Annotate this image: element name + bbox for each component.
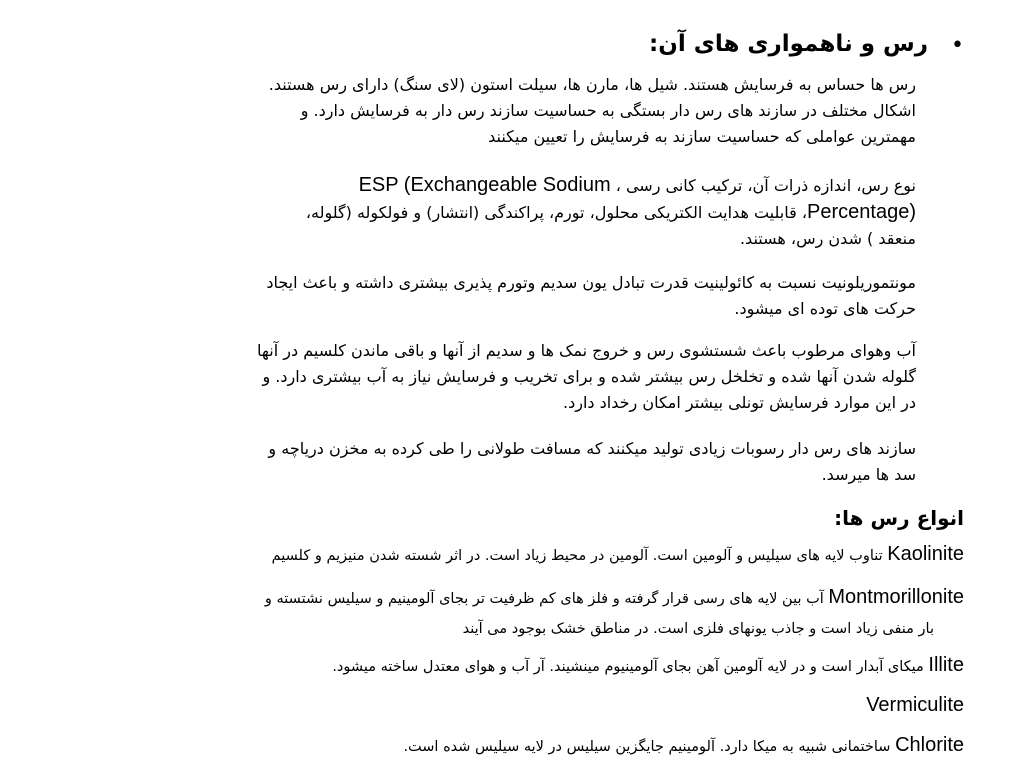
- text-line: گلوله شدن آنها شده و تخلخل رس بیشتر شده و برای تخریب و فرسایش نیاز به آب بیشتری دارد. و: [262, 367, 916, 386]
- paragraph-sediments: [82, 436, 916, 488]
- type-vermiculite: [64, 694, 964, 717]
- type-description: ساختمانی شبیه به میکا دارد. آلومینیم جایگزین سیلیس در لایه سیلیس شده است.: [403, 739, 896, 755]
- bullet-icon: •: [951, 33, 964, 58]
- text-fragment: ، قابلیت هدایت الکتریکی محلول، تورم، پراکندگی (انتشار) و فولکوله (گلوله،: [305, 203, 808, 222]
- text-line: مونتموریلونیت نسبت به کائولینیت قدرت تبادل یون سدیم وتورم پذیری بیشتری داشته و باعث ایجاد: [266, 273, 916, 292]
- text-line: منعقد ) شدن رس، هستند.: [739, 229, 916, 248]
- type-kaolinite: [64, 543, 964, 566]
- text-fragment: نوع رس، اندازه ذرات آن، ترکیب کانی رسی ،: [610, 176, 916, 195]
- type-name: Montmorillonite: [828, 586, 964, 608]
- text-line: سد ها میرسد.: [821, 465, 916, 484]
- type-description: آب بین لایه های رسی قرار گرفته و فلز های کم ظرفیت تر بجای آلومینیم و سیلیس نشتسته و: [264, 591, 829, 607]
- latin-text: ESP (Exchangeable Sodium: [358, 174, 611, 196]
- text-line: مهمترین عواملی که حساسیت سازند به فرسایش را تعیین میکنند: [488, 127, 916, 146]
- text-line: اشکال مختلف در سازند های رس دار بستگی به حساسیت سازند رس دار به فرسایش دارد. و: [300, 101, 916, 120]
- text-line: رس ها حساس به فرسایش هستند. شیل ها، مارن ها، سیلت استون (لای سنگ) دارای رس هستند.: [268, 75, 916, 94]
- type-name: Vermiculite: [866, 694, 964, 716]
- text-line: حرکت های توده ای میشود.: [734, 299, 916, 318]
- type-illite: [64, 654, 964, 677]
- paragraph-factors: [82, 172, 916, 252]
- paragraph-clay-sensitivity: [82, 72, 916, 150]
- type-description: میکای آبدار است و در لایه آلومین آهن بجای آلومینیوم مینشیند. آر آب و هوای معتدل ساخته میشود.: [332, 659, 929, 675]
- type-montmorillonite: [64, 586, 964, 609]
- type-montmorillonite-continuation: بار منفی زیاد است و جاذب یونهای فلزی است. در مناطق خشک بوجود می آیند: [462, 621, 934, 637]
- text-line: آب وهوای مرطوب باعث شستشوی رس و خروج نمک ها و سدیم از آنها و باقی ماندن کلسیم در آنها: [257, 341, 916, 360]
- type-description: تناوب لایه های سیلیس و آلومین است. آلومین در محیط زیاد است. در اثر شسته شدن منیزیم و کلسیم: [271, 548, 888, 564]
- paragraph-humid-climate: [82, 338, 916, 416]
- latin-text: Percentage): [807, 201, 916, 223]
- text-line: [82, 172, 916, 199]
- type-name: Chlorite: [895, 734, 964, 756]
- text-line: در این موارد فرسایش تونلی بیشتر امکان رخداد دارد.: [563, 393, 916, 412]
- text-line: سازند های رس دار رسوبات زیادی تولید میکنند که مسافت طولانی را طی کرده به مخزن دریاچه و: [268, 439, 916, 458]
- type-name: Illite: [928, 654, 964, 676]
- text-line: [82, 199, 916, 226]
- main-heading: رس و ناهمواری های آن:: [649, 31, 928, 57]
- paragraph-montmorillonite: [82, 270, 916, 322]
- type-chlorite: [64, 734, 964, 757]
- type-name: Kaolinite: [887, 543, 964, 565]
- clay-types-heading: انواع رس ها:: [834, 506, 964, 530]
